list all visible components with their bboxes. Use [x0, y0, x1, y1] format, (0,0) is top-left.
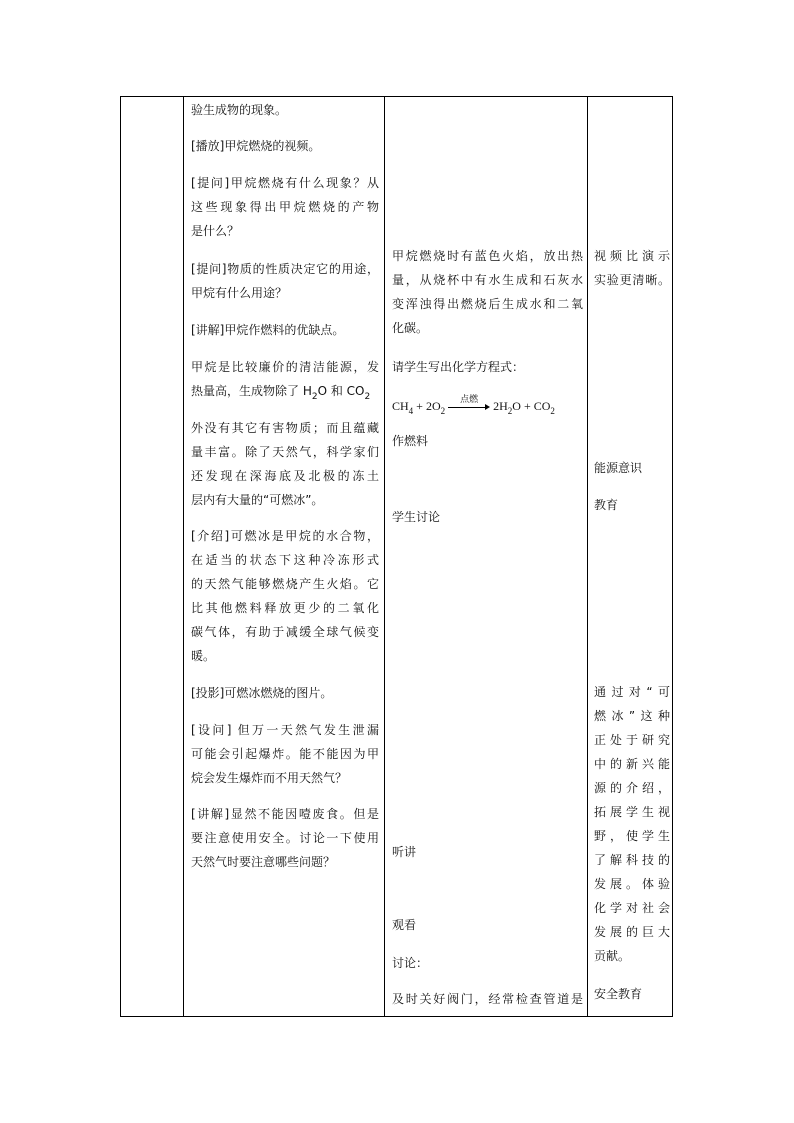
text-line: 观看: [392, 918, 417, 932]
column-divider: [183, 97, 184, 1016]
text-line: 变浑浊得出燃烧后生成水和二氧: [392, 297, 583, 311]
reaction-condition: 点燃: [460, 395, 479, 406]
text-line: 了解科技的: [594, 853, 670, 867]
text-line: 比其他燃料释放更少的二氧化: [191, 601, 379, 615]
text-line: 及时关好阀门，经常检查管道是: [392, 992, 583, 1006]
text-line: [介绍]可燃冰是甲烷的水合物，: [191, 529, 379, 543]
text-line: 野，使学生: [594, 829, 670, 843]
text-line: 拓展学生视: [594, 805, 670, 819]
text-line: 甲烷有什么用途？: [191, 286, 288, 300]
reaction-arrow: [448, 395, 490, 413]
text-line: 听讲: [392, 845, 417, 859]
text-line: 中的新兴能: [594, 757, 670, 771]
text-line: 发展。体验: [594, 877, 670, 891]
text-line: 在适当的状态下这种冷冻形式: [191, 553, 379, 567]
text-line: [讲解]甲烷作燃料的优缺点。: [191, 323, 345, 337]
text-line: 验生成物的现象。: [191, 103, 288, 117]
text-line: 能源意识: [594, 461, 643, 475]
text-line: 通过对“可: [594, 685, 670, 699]
text-line: 学生讨论: [392, 510, 441, 524]
text-line: 安全教育: [594, 987, 643, 1001]
text-line: 贡献。: [594, 949, 631, 963]
text-line: 发展的巨大: [594, 925, 670, 939]
text-line: 是什么？: [191, 224, 240, 238]
text-line: 热量高，生成物除了 $H_2O$ 和 $CO_2$: [191, 384, 371, 402]
text-line: 量丰富。除了天然气，科学家们: [191, 445, 379, 459]
text-line: 的天然气能够燃烧产生火焰。它: [191, 577, 379, 591]
text-line: 碳气体，有助于减缓全球气候变: [191, 625, 379, 639]
text-line: [提问]物质的性质决定它的用途，: [191, 262, 379, 276]
column-divider: [384, 97, 385, 1016]
text-line: 外没有其它有害物质；而且蕴藏: [191, 421, 379, 435]
text-line: 要注意使用安全。讨论一下使用: [191, 831, 379, 845]
text-line: 量，从烧杯中有水生成和石灰水: [392, 273, 583, 287]
text-line: 还发现在深海底及北极的冻土: [191, 469, 379, 483]
text-line: 讨论：: [392, 956, 429, 970]
text-line: 甲烷是比较廉价的清洁能源，发: [191, 360, 379, 374]
text-line: 化碳。: [392, 321, 429, 335]
text-line: 请学生写出化学方程式：: [392, 360, 525, 374]
text-line: 作燃料: [392, 434, 429, 448]
text-line: 化学对社会: [594, 901, 670, 915]
text-line: 实验更清晰。: [594, 273, 670, 287]
text-line: 燃冰”这种: [594, 709, 670, 723]
text-line: 正处于研究: [594, 733, 670, 747]
text-line: 天然气时要注意哪些问题？: [191, 855, 336, 869]
text-line: 烷会发生爆炸而不用天然气？: [191, 771, 348, 785]
text-line: [投影]可燃冰燃烧的图片。: [191, 686, 333, 700]
text-line: [设问] 但万一天然气发生泄漏: [191, 723, 379, 737]
text-line: 视频比演示: [594, 249, 670, 263]
text-line: 这些现象得出甲烷燃烧的产物: [191, 200, 379, 214]
text-line: [提问]甲烷燃烧有什么现象？从: [191, 176, 379, 190]
text-line: 层内有大量的“可燃冰”。: [191, 493, 324, 507]
column-divider: [587, 97, 588, 1016]
text-line: 源的介绍，: [594, 781, 670, 795]
text-line: [讲解]显然不能因噎废食。但是: [191, 807, 379, 821]
text-line: [播放]甲烷燃烧的视频。: [191, 139, 321, 153]
chemical-equation: $CH_4 + 2O_2$ 点燃 $2H_2O + CO_2$: [392, 397, 555, 416]
text-line: 可能会引起爆炸。能不能因为甲: [191, 747, 379, 761]
text-line: 教育: [594, 498, 619, 512]
lesson-plan-table: [120, 96, 673, 1017]
text-line: 甲烷燃烧时有蓝色火焰，放出热: [392, 249, 583, 263]
text-line: 暖。: [191, 649, 216, 663]
